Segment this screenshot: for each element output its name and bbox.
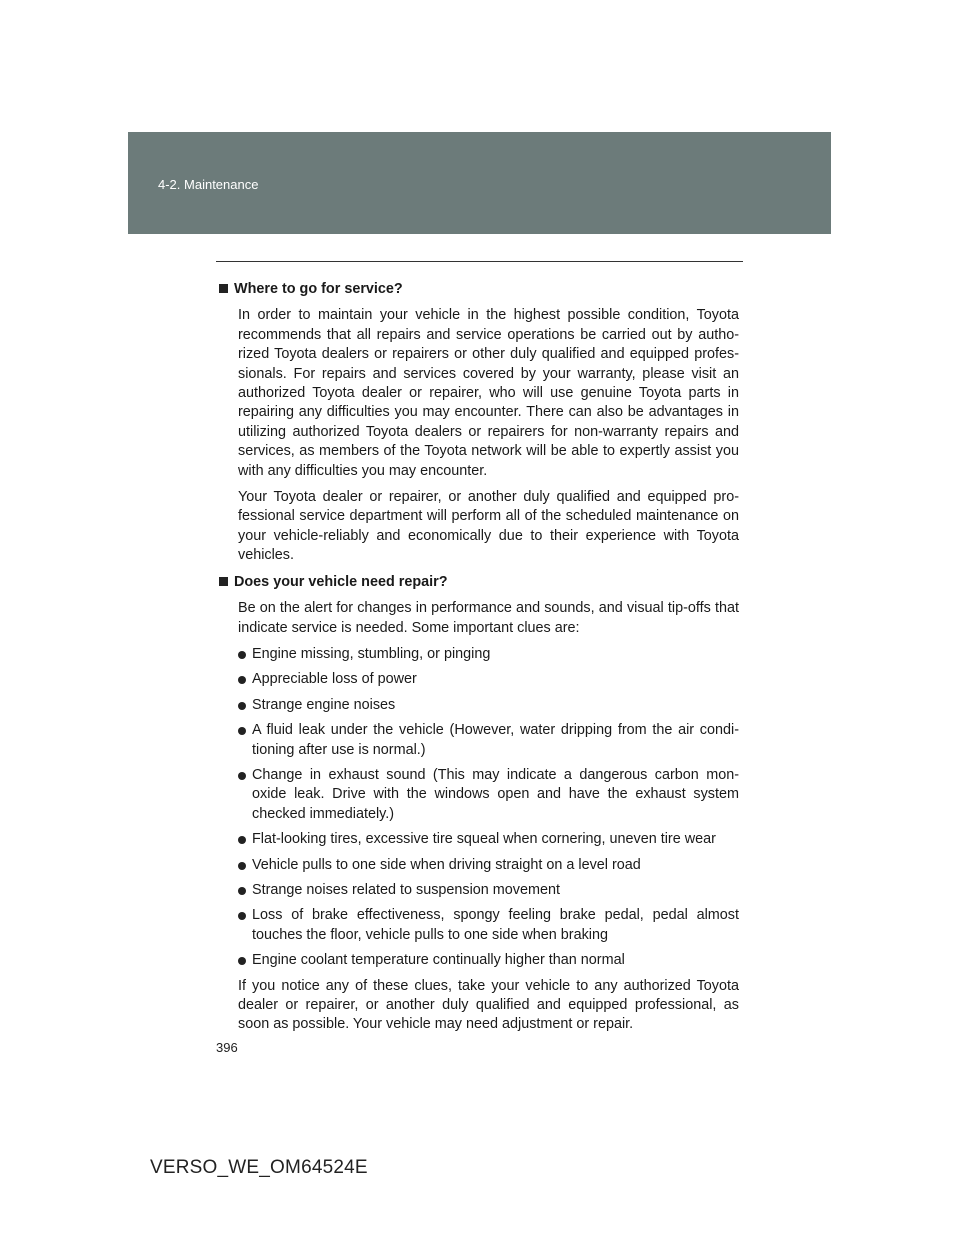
main-content [218, 280, 739, 1035]
section-title: Where to go for service? [234, 281, 403, 297]
list-item-text: A fluid leak under the vehicle (However, water dripping from the air condi-tioning after use is normal.) [252, 722, 739, 758]
list-item-text: Strange noises related to suspension movement [252, 881, 560, 898]
page-number: 396 [216, 1040, 238, 1055]
list-item-text: Vehicle pulls to one side when driving straight on a level road [252, 856, 641, 873]
paragraph: In order to maintain your vehicle in the highest possible condition, Toyota recommends that all repairs and service operations be carried out by autho-rized Toyota dealers or repairers or other duly qualified and equipped profes-sionals. For repairs and services covered by your warranty, please visit an authorized Toyota dealer or repairer, who will use genuine Toyota parts in repairing any difficulties you may encounter. There can also be advantages in utilizing authorized Toyota dealers or repairers for non-warranty repairs and services, as members of the Toyota network will be able to expertly assist you with any difficulties you may encounter. [238, 307, 739, 479]
list-item [238, 696, 739, 715]
list-item-text: Change in exhaust sound (This may indicate a dangerous carbon mon-oxide leak. Drive with the windows open and have the exhaust system checked immediately.) [252, 766, 739, 822]
paragraph: Your Toyota dealer or repairer, or another duly qualified and equipped pro-fessional service department will perform all of the scheduled maintenance on your vehicle-reliably and economically due to their experience with Toyota vehicles. [238, 489, 739, 564]
dot-bullet-icon [238, 887, 246, 895]
section-label: 4-2. Maintenance [158, 177, 259, 192]
list-item [238, 830, 739, 849]
dot-bullet-icon [238, 862, 246, 870]
list-item [238, 670, 739, 689]
list-item [238, 856, 739, 875]
list-item-text: Loss of brake effectiveness, spongy feeling brake pedal, pedal almost touches the floor, vehicle pulls to one side when braking [252, 907, 739, 943]
dot-bullet-icon [238, 772, 246, 780]
dot-bullet-icon [238, 912, 246, 920]
list-item-text: Appreciable loss of power [252, 671, 417, 688]
paragraph: Be on the alert for changes in performance and sounds, and visual tip-offs that indicate service is needed. Some important clues are: [238, 600, 739, 636]
list-item [238, 881, 739, 900]
square-bullet-icon [219, 577, 228, 586]
dot-bullet-icon [238, 836, 246, 844]
list-item-text: Flat-looking tires, excessive tire squeal when cornering, uneven tire wear [252, 831, 716, 848]
section-divider [216, 261, 743, 262]
document-code: VERSO_WE_OM64524E [150, 1157, 368, 1178]
clue-list [218, 645, 739, 971]
dot-bullet-icon [238, 702, 246, 710]
section-title: Does your vehicle need repair? [234, 573, 448, 590]
list-item [238, 645, 739, 664]
list-item-text: Engine missing, stumbling, or pinging [252, 645, 491, 662]
dot-bullet-icon [238, 651, 246, 659]
square-bullet-icon [219, 284, 228, 293]
list-item [238, 721, 739, 760]
dot-bullet-icon [238, 676, 246, 684]
section-heading-service [218, 280, 739, 299]
section-heading-repair [218, 573, 739, 592]
list-item-text: Engine coolant temperature continually higher than normal [252, 952, 625, 969]
list-item-text: Strange engine noises [252, 696, 396, 713]
dot-bullet-icon [238, 727, 246, 735]
list-item [238, 766, 739, 824]
list-item [238, 951, 739, 970]
closing-paragraph: If you notice any of these clues, take your vehicle to any authorized Toyota dealer or repairer, or another duly qualified and equipped professional, as soon as possible. Your vehicle may need adjustment or repair. [238, 977, 739, 1033]
list-item [238, 906, 739, 945]
dot-bullet-icon [238, 957, 246, 965]
